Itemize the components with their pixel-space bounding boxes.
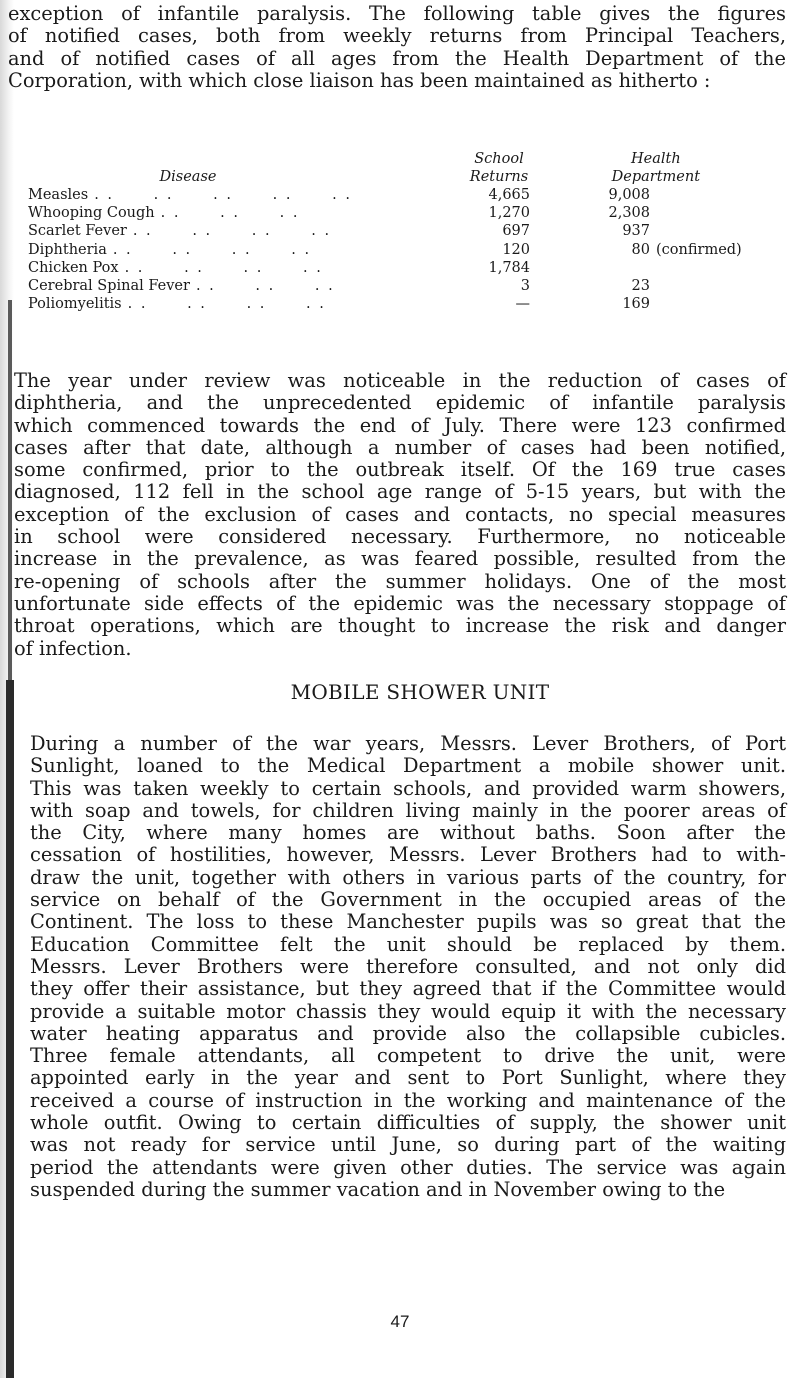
epidemic-line: throat operations, which are thought to increase the risk and danger	[14, 614, 786, 638]
table-row	[28, 186, 742, 204]
note-cell: (confirmed)	[656, 241, 742, 258]
header-school-line1: School	[474, 151, 524, 167]
shower-unit-line: This was taken weekly to certain schools, and provided warm showers,	[30, 776, 786, 800]
disease-cell	[28, 277, 468, 295]
epidemic-line: of infection.	[14, 636, 132, 660]
epidemic-line: some confirmed, prior to the outbreak itself. Of the 169 true cases	[14, 458, 786, 482]
table-row	[28, 222, 742, 240]
epidemic-line: which commenced towards the end of July. There were 123 confirmed	[14, 413, 786, 437]
shower-unit-line: period the attendants were given other duties. The service was again	[30, 1155, 786, 1179]
intro-line: of notified cases, both from weekly returns from Principal Teachers,	[8, 24, 786, 48]
shower-unit-line: received a course of instruction in the working and maintenance of the	[30, 1088, 786, 1112]
shower-unit-line: cessation of hostilities, however, Messrs. Lever Brothers had to with-	[30, 843, 786, 867]
epidemic-line: unfortunate side effects of the epidemic was the necessary stoppage of	[14, 591, 786, 615]
epidemic-line: cases after that date, although a number of cases had been notified,	[14, 435, 786, 459]
note-cell	[650, 204, 742, 222]
intro-line: and of notified cases of all ages from the Health Department of the	[8, 46, 786, 70]
book-gutter-mark	[8, 300, 12, 680]
header-health-department	[530, 150, 742, 186]
note-cell	[650, 186, 742, 204]
table-header-row	[28, 150, 742, 186]
section-heading: MOBILE SHOWER UNIT	[290, 680, 550, 704]
dot-leader: . . . . . .	[195, 278, 335, 295]
shower-unit-line: Sunlight, loaned to the Medical Department a mobile shower unit.	[30, 754, 786, 778]
epidemic-paragraph	[14, 370, 786, 660]
dot-leader: . . . . . . . .	[132, 223, 332, 240]
health-department-cell: 9,008	[608, 187, 650, 203]
school-returns-cell: 1,270	[488, 205, 530, 222]
disease-cell	[28, 241, 468, 259]
dot-leader: . . . . . .	[160, 205, 300, 222]
disease-name: Measles	[28, 187, 89, 203]
shower-unit-line: water heating apparatus and provide also the collapsible cubicles.	[30, 1021, 786, 1045]
health-department-cell: 937	[622, 223, 650, 240]
dot-leader: . . . . . . . .	[112, 241, 312, 258]
epidemic-line: diagnosed, 112 fell in the school age range of 5-15 years, but with the	[14, 480, 786, 504]
header-disease-label: Disease	[159, 169, 217, 185]
school-returns-cell: 120	[502, 241, 530, 258]
shower-unit-line: the City, where many homes are without baths. Soon after the	[30, 821, 786, 845]
shower-unit-line: suspended during the summer vacation and in November owing to the	[30, 1177, 726, 1201]
dot-leader: . . . . . . . .	[127, 296, 326, 313]
disease-name: Diphtheria	[28, 241, 107, 258]
epidemic-line: re-opening of schools after the summer holidays. One of the most	[14, 569, 786, 593]
disease-cell	[28, 186, 468, 204]
shower-unit-line: service on behalf of the Government in the occupied areas of the	[30, 888, 786, 912]
intro-line: exception of infantile paralysis. The following table gives the figures	[8, 2, 786, 25]
shower-unit-line: was not ready for service until June, so during part of the waiting	[30, 1133, 786, 1157]
disease-cell	[28, 204, 468, 222]
shower-unit-line: draw the unit, together with others in various parts of the country, for	[30, 865, 786, 889]
note-cell	[650, 222, 742, 240]
epidemic-line: increase in the prevalence, as was feared possible, resulted from the	[14, 547, 786, 571]
disease-cell	[28, 259, 468, 277]
note-cell	[650, 259, 742, 277]
epidemic-line: diphtheria, and the unprecedented epidemic of infantile paralysis	[14, 391, 786, 415]
dot-leader: . . . . . . . .	[124, 259, 323, 276]
health-department-cell: 2,308	[608, 205, 650, 222]
health-department-cell: 80	[631, 241, 650, 258]
shower-unit-line: Three female attendants, all competent to drive the unit, were	[30, 1044, 786, 1068]
header-disease	[28, 150, 468, 186]
health-department-cell	[530, 259, 650, 277]
shower-unit-line: Continent. The loss to these Manchester pupils was so great that the	[30, 910, 786, 934]
disease-cell	[28, 222, 468, 240]
disease-cell	[28, 295, 468, 313]
header-school-returns	[468, 150, 530, 186]
school-returns-cell: 3	[520, 278, 530, 295]
dot-leader: . . . . . . . . . .	[94, 187, 352, 203]
header-health-line1: Health	[631, 151, 681, 167]
health-department-cell: 23	[631, 278, 650, 295]
disease-name: Whooping Cough	[28, 205, 155, 222]
disease-name: Poliomyelitis	[28, 296, 122, 313]
disease-name: Chicken Pox	[28, 259, 119, 276]
disease-name: Scarlet Fever	[28, 223, 127, 240]
book-gutter-edge	[6, 680, 14, 1378]
table-row	[28, 277, 742, 295]
shower-unit-line: During a number of the war years, Messrs. Lever Brothers, of Port	[30, 732, 786, 755]
epidemic-line: exception of the exclusion of cases and contacts, no special measures	[14, 502, 786, 526]
school-returns-cell: 4,665	[488, 187, 530, 203]
page-number: 47	[390, 1312, 410, 1331]
shower-unit-line: Messrs. Lever Brothers were therefore consulted, and not only did	[30, 954, 786, 978]
table-row	[28, 241, 742, 259]
school-returns-cell: 697	[502, 223, 530, 240]
shower-unit-line: they offer their assistance, but they agreed that if the Committee would	[30, 977, 786, 1001]
note-cell	[650, 277, 742, 295]
shower-unit-paragraph	[30, 733, 786, 1201]
epidemic-line: The year under review was noticeable in the reduction of cases of	[14, 369, 786, 392]
notified-cases-table	[28, 150, 742, 313]
table-row	[28, 259, 742, 277]
header-health-line2: Department	[611, 169, 701, 185]
header-school-line2: Returns	[469, 169, 529, 185]
school-returns-cell: —	[515, 296, 530, 313]
shower-unit-line: provide a suitable motor chassis they would equip it with the necessary	[30, 999, 786, 1023]
school-returns-cell: 1,784	[488, 259, 530, 276]
table-row	[28, 204, 742, 222]
health-department-cell: 169	[622, 296, 650, 313]
note-cell	[650, 295, 742, 313]
shower-unit-line: Education Committee felt the unit should be replaced by them.	[30, 932, 786, 956]
disease-name: Cerebral Spinal Fever	[28, 278, 190, 295]
table-row	[28, 295, 742, 313]
shower-unit-line: with soap and towels, for children living mainly in the poorer areas of	[30, 798, 786, 822]
shower-unit-line: appointed early in the year and sent to Port Sunlight, where they	[30, 1066, 786, 1090]
intro-line: Corporation, with which close liaison has been maintained as hitherto :	[8, 68, 711, 92]
epidemic-line: in school were considered necessary. Furthermore, no noticeable	[14, 525, 786, 549]
intro-paragraph	[8, 3, 786, 92]
shower-unit-line: whole outfit. Owing to certain difficulties of supply, the shower unit	[30, 1111, 786, 1135]
